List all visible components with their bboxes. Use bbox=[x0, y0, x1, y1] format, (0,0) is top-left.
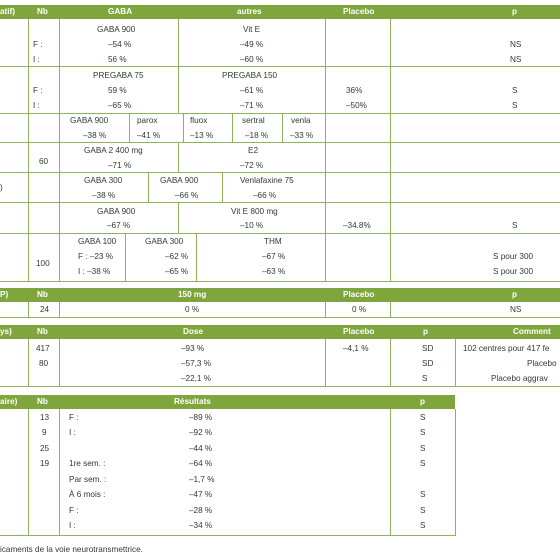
t1-r6-drug-b: Vit E 800 mg bbox=[231, 207, 278, 216]
t2-col-p: p bbox=[512, 290, 518, 299]
t3-rule bbox=[455, 339, 456, 387]
t2-dose-value: 0 % bbox=[185, 305, 200, 314]
t1-r4-val-a: –71 % bbox=[108, 161, 132, 170]
table-caption: icaments de la voie neurotransmettrice. bbox=[0, 545, 143, 554]
t1-r6-rule bbox=[178, 202, 179, 233]
t4-r4-p: S bbox=[420, 459, 426, 468]
t4-rule bbox=[28, 409, 29, 535]
t3-r1-nb: 417 bbox=[36, 344, 50, 353]
t1-r3-rule bbox=[183, 113, 184, 142]
t1-r2-gaba-f: 59 % bbox=[108, 86, 127, 95]
t3-hrule bbox=[0, 386, 560, 387]
t3-rule bbox=[390, 339, 391, 387]
t1-r3-drug-c: fluox bbox=[190, 116, 208, 125]
t1-r6-val-b: –10 % bbox=[240, 221, 264, 230]
t1-r6-drug-a: GABA 900 bbox=[97, 207, 136, 216]
t1-r2-label-f: F : bbox=[33, 86, 43, 95]
t4-r4-label: 1re sem. : bbox=[69, 459, 106, 468]
t1-col-nb: Nb bbox=[37, 7, 48, 16]
t4-rule bbox=[455, 409, 456, 535]
t1-r4-drug-b: E2 bbox=[248, 146, 259, 155]
t1-hrule bbox=[0, 142, 560, 143]
t1-r5-val-a: –38 % bbox=[92, 191, 116, 200]
t2-placebo-value: 0 % bbox=[352, 305, 367, 314]
t1-r5-side: ) bbox=[0, 183, 3, 192]
t3-r2-nb: 80 bbox=[39, 359, 49, 368]
t4-r2-nb: 9 bbox=[42, 428, 47, 437]
t4-col-protocol: aire) bbox=[0, 397, 18, 406]
t4-r2-val: –92 % bbox=[189, 428, 213, 437]
t1-r2-p-f: S bbox=[512, 86, 518, 95]
table1-header bbox=[0, 5, 560, 19]
t2-rule bbox=[325, 302, 326, 318]
t1-rule bbox=[59, 19, 60, 282]
t3-col-dose: Dose bbox=[183, 327, 204, 336]
t4-rule bbox=[390, 409, 391, 535]
t1-r7-p-f: S pour 300 bbox=[493, 252, 534, 261]
t1-r2-placebo-f: 36% bbox=[346, 86, 363, 95]
table4-header bbox=[0, 395, 455, 409]
t4-r6-p: S bbox=[420, 490, 426, 499]
t3-rule bbox=[28, 339, 29, 387]
t4-hrule bbox=[0, 535, 456, 536]
t4-r1-val: –89 % bbox=[189, 413, 213, 422]
t1-r3-rule bbox=[282, 113, 283, 142]
t1-col-gaba: GABA bbox=[108, 7, 133, 16]
t3-r3-comment: Placebo aggrav bbox=[491, 374, 548, 383]
t1-r7-val-c-i: –63 % bbox=[262, 267, 286, 276]
t1-r3-val-d: –18 % bbox=[245, 131, 269, 140]
t1-r2-gaba-i: –65 % bbox=[108, 101, 132, 110]
t1-r1-gaba-f: –54 % bbox=[108, 40, 132, 49]
t1-r1-p-i: NS bbox=[510, 55, 522, 64]
t4-r3-p: S bbox=[420, 444, 426, 453]
t1-r2-autres-f: –61 % bbox=[240, 86, 264, 95]
t1-r4-val-b: –72 % bbox=[240, 161, 264, 170]
t4-r2-p: S bbox=[420, 428, 426, 437]
t1-r2-label-i: I : bbox=[33, 101, 40, 110]
t4-r2-label: I : bbox=[69, 428, 76, 437]
t1-r7-rule bbox=[125, 233, 126, 281]
t1-r1-label-f: F : bbox=[33, 40, 43, 49]
t1-r1-drug-a: GABA 900 bbox=[97, 25, 136, 34]
t1-r3-val-b: –41 % bbox=[137, 131, 161, 140]
t1-r2-p-i: S bbox=[512, 101, 518, 110]
t4-r1-label: F : bbox=[69, 413, 79, 422]
t3-r2-dose: –57,3 % bbox=[181, 359, 212, 368]
t4-rule bbox=[59, 409, 60, 535]
t1-r3-rule bbox=[129, 113, 130, 142]
t1-rule bbox=[178, 66, 179, 113]
t1-r5-val-b: –66 % bbox=[175, 191, 199, 200]
t1-r7-val-c-f: –67 % bbox=[262, 252, 286, 261]
t4-r3-nb: 25 bbox=[40, 444, 50, 453]
table3-header bbox=[0, 325, 560, 339]
t4-r8-p: S bbox=[420, 521, 426, 530]
t1-r5-rule bbox=[222, 172, 223, 202]
t3-r1-placebo: –4,1 % bbox=[343, 344, 369, 353]
t1-rule bbox=[178, 19, 179, 66]
t1-col-p: p bbox=[512, 7, 518, 16]
t4-r5-label: Par sem. : bbox=[69, 475, 107, 484]
t1-r7-drug-c: THM bbox=[264, 237, 282, 246]
t3-r1-p: SD bbox=[422, 344, 434, 353]
t1-r6-val-a: –67 % bbox=[107, 221, 131, 230]
t1-hrule bbox=[0, 233, 560, 234]
t4-col-p: p bbox=[420, 397, 426, 406]
t3-col-nb: Nb bbox=[37, 327, 48, 336]
t3-col-p: p bbox=[423, 327, 429, 336]
t1-r6-placebo: –34.8% bbox=[343, 221, 371, 230]
t1-hrule bbox=[0, 113, 560, 114]
t2-rule bbox=[390, 302, 391, 318]
t2-col-placebo: Placebo bbox=[343, 290, 375, 299]
t1-r5-drug-a: GABA 300 bbox=[84, 176, 123, 185]
t3-r1-comment: 102 centres pour 417 fe bbox=[463, 344, 550, 353]
t4-r1-nb: 13 bbox=[40, 413, 50, 422]
t4-r7-val: –28 % bbox=[189, 506, 213, 515]
t4-r8-val: –34 % bbox=[189, 521, 213, 530]
t4-r6-label: À 6 mois : bbox=[69, 490, 106, 499]
t1-r2-drug-b: PREGABA 150 bbox=[222, 71, 278, 80]
t1-r6-p: S bbox=[512, 221, 518, 230]
t1-rule bbox=[28, 19, 29, 282]
t4-r4-nb: 19 bbox=[40, 459, 50, 468]
t3-r2-comment: Placebo bbox=[527, 359, 557, 368]
t1-rule bbox=[325, 19, 326, 282]
t1-hrule bbox=[0, 202, 560, 203]
t1-r3-rule bbox=[232, 113, 233, 142]
t4-r1-p: S bbox=[420, 413, 426, 422]
t1-r3-drug-a: GABA 900 bbox=[70, 116, 109, 125]
t1-r1-autres-i: –60 % bbox=[240, 55, 264, 64]
t1-r3-val-a: –38 % bbox=[83, 131, 107, 140]
t1-rule bbox=[390, 19, 391, 282]
t3-rule bbox=[325, 339, 326, 387]
t1-r2-drug-a: PREGABA 75 bbox=[93, 71, 144, 80]
t3-rule bbox=[59, 339, 60, 387]
t4-r5-val: –1,7 % bbox=[189, 475, 215, 484]
t2-p-value: NS bbox=[510, 305, 522, 314]
t2-col-dose: 150 mg bbox=[178, 290, 207, 299]
t2-rule bbox=[59, 302, 60, 318]
t1-r3-val-e: –33 % bbox=[290, 131, 314, 140]
t1-r7-val-a-f: F : –23 % bbox=[78, 252, 114, 261]
t4-col-nb: Nb bbox=[37, 397, 48, 406]
t1-r3-drug-d: sertral bbox=[242, 116, 265, 125]
t2-rule bbox=[28, 302, 29, 318]
t3-col-protocol: ys) bbox=[0, 327, 12, 336]
t1-r4-nb: 60 bbox=[39, 157, 49, 166]
t1-r4-rule bbox=[178, 142, 179, 172]
t4-r7-p: S bbox=[420, 506, 426, 515]
t3-r3-p: S bbox=[422, 374, 428, 383]
t1-r3-val-c: –13 % bbox=[190, 131, 214, 140]
t1-r5-drug-c: Venlafaxine 75 bbox=[240, 176, 294, 185]
t1-r5-drug-b: GABA 900 bbox=[160, 176, 199, 185]
t3-r2-p: SD bbox=[422, 359, 434, 368]
t1-r4-drug-a: GABA 2 400 mg bbox=[84, 146, 143, 155]
t1-col-protocol: atif) bbox=[0, 7, 16, 16]
t1-r1-drug-b: Vit E bbox=[243, 25, 261, 34]
t3-r3-dose: –22,1 % bbox=[181, 374, 212, 383]
t3-col-comment: Comment bbox=[513, 327, 551, 336]
t1-r2-placebo-i: –50% bbox=[346, 101, 367, 110]
t4-r3-val: –44 % bbox=[189, 444, 213, 453]
t4-r6-val: –47 % bbox=[189, 490, 213, 499]
t2-hrule bbox=[0, 317, 560, 318]
t1-r5-rule bbox=[148, 172, 149, 202]
t4-r7-label: F : bbox=[69, 506, 79, 515]
t1-r7-drug-b: GABA 300 bbox=[145, 237, 184, 246]
t4-col-resultats: Résultats bbox=[174, 397, 211, 406]
t1-r3-drug-b: parox bbox=[137, 116, 158, 125]
t4-r8-label: I : bbox=[69, 521, 76, 530]
t1-r5-val-c: –66 % bbox=[253, 191, 277, 200]
t1-r7-val-b-i: –65 % bbox=[165, 267, 189, 276]
t3-r1-dose: –93 % bbox=[181, 344, 205, 353]
t3-col-placebo: Placebo bbox=[343, 327, 375, 336]
t1-r7-rule bbox=[196, 233, 197, 281]
t1-col-autres: autres bbox=[237, 7, 262, 16]
t1-r2-autres-i: –71 % bbox=[240, 101, 264, 110]
t1-r1-gaba-i: 56 % bbox=[108, 55, 127, 64]
t2-col-nb: Nb bbox=[37, 290, 48, 299]
t1-r7-p-i: S pour 300 bbox=[493, 267, 534, 276]
t1-r7-drug-a: GABA 100 bbox=[78, 237, 117, 246]
t1-r1-label-i: I : bbox=[33, 55, 40, 64]
t2-nb: 24 bbox=[40, 305, 50, 314]
t1-hrule bbox=[0, 66, 560, 67]
t1-r7-val-a-i: I : –38 % bbox=[78, 267, 111, 276]
t4-r4-val: –64 % bbox=[189, 459, 213, 468]
t1-r1-p-f: NS bbox=[510, 40, 522, 49]
t2-col-protocol: P) bbox=[0, 290, 9, 299]
table2-header bbox=[0, 288, 560, 302]
t1-hrule bbox=[0, 281, 560, 282]
t1-r3-drug-e: venla bbox=[291, 116, 311, 125]
t1-hrule bbox=[0, 172, 560, 173]
t1-r7-val-b-f: –62 % bbox=[165, 252, 189, 261]
t1-r7-nb: 100 bbox=[36, 259, 50, 268]
t1-col-placebo: Placebo bbox=[343, 7, 375, 16]
t1-r1-autres-f: –49 % bbox=[240, 40, 264, 49]
